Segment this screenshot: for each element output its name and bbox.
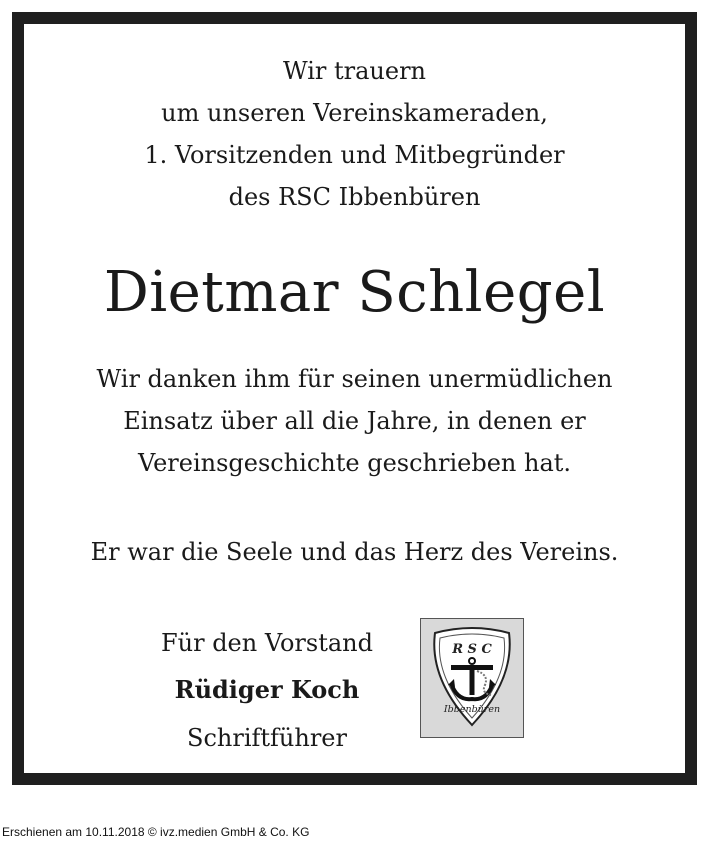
intro-line-2: um unseren Vereinskameraden, [161,99,548,127]
tribute-line-3: Vereinsgeschichte geschrieben hat. [137,449,572,477]
logo-lettering-bottom: Ibbenbüren [443,704,501,715]
signer-name: Rüdiger Koch [174,675,360,704]
signer-role: Schriftführer [187,724,347,752]
signature-on-behalf: Für den Vorstand [160,629,373,657]
tribute-line-1: Wir danken ihm für seinen unermüdlichen [96,365,613,393]
intro-line-3: 1. Vorsitzenden und Mitbegründer [144,141,565,169]
publication-note: Erschienen am 10.11.2018 © ivz.medien GmbH & Co. KG [2,825,310,839]
logo-lettering-top: R S C [452,642,492,657]
anchor-shield-logo-icon [421,619,523,737]
intro-line-4: des RSC Ibbenbüren [228,183,481,211]
club-logo [420,618,524,738]
tribute-line-2: Einsatz über all die Jahre, in denen er [123,407,586,435]
intro-line-1: Wir trauern [282,57,427,85]
closing-line: Er war die Seele und das Herz des Vereins. [90,538,619,566]
obituary-frame [12,12,697,785]
deceased-name: Dietmar Schlegel [103,260,606,325]
